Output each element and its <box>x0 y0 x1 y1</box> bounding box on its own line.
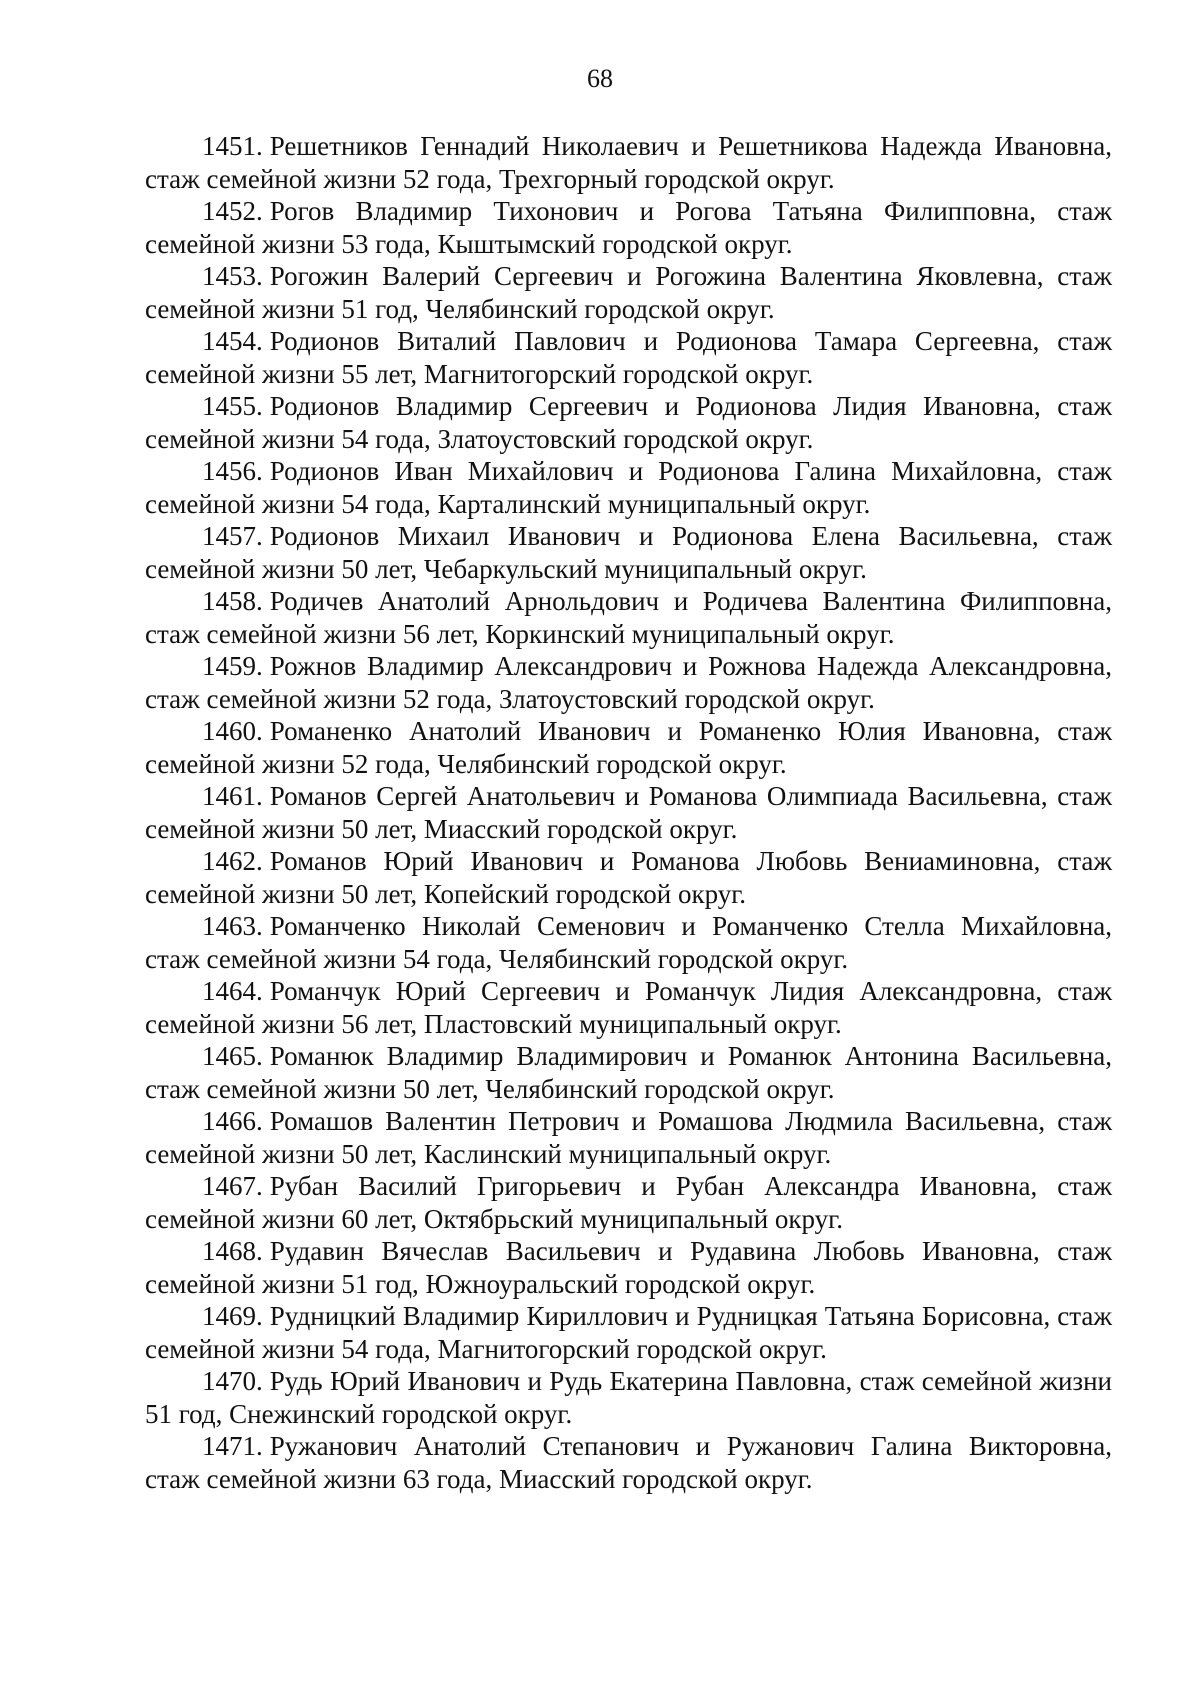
entry-number: 1458. <box>202 586 263 616</box>
entry-text: Рожнов Владимир Александрович и Рожнова Надежда Александровна, стаж семейной жизни 52 года, Златоустовский городской округ. <box>145 651 1112 714</box>
list-item <box>145 845 1112 910</box>
entry-text: Рудавин Вячеслав Васильевич и Рудавина Любовь Ивановна, стаж семейной жизни 51 год, Южноуральский городской округ. <box>145 1236 1112 1299</box>
list-item <box>145 390 1112 455</box>
entry-number: 1470. <box>202 1366 263 1396</box>
page-number: 68 <box>587 64 613 93</box>
entry-text: Родионов Михаил Иванович и Родионова Елена Васильевна, стаж семейной жизни 50 лет, Чебаркульский муниципальный округ. <box>145 521 1112 584</box>
entry-number: 1465. <box>202 1041 263 1071</box>
list-item <box>145 780 1112 845</box>
entry-text: Родионов Владимир Сергеевич и Родионова Лидия Ивановна, стаж семейной жизни 54 года, Златоустовский городской округ. <box>145 391 1112 454</box>
list-item <box>145 520 1112 585</box>
entry-text: Рубан Василий Григорьевич и Рубан Александра Ивановна, стаж семейной жизни 60 лет, Октябрьский муниципальный округ. <box>145 1171 1112 1234</box>
entry-text: Романенко Анатолий Иванович и Романенко Юлия Ивановна, стаж семейной жизни 52 года, Челябинский городской округ. <box>145 716 1112 779</box>
list-item <box>145 130 1112 195</box>
list-item <box>145 715 1112 780</box>
list-item <box>145 455 1112 520</box>
entry-number: 1468. <box>202 1236 263 1266</box>
entry-text: Романов Сергей Анатольевич и Романова Олимпиада Васильевна, стаж семейной жизни 50 лет, Миасский городской округ. <box>145 781 1112 844</box>
list-item <box>145 1365 1112 1430</box>
list-item <box>145 195 1112 260</box>
entry-text: Ромашов Валентин Петрович и Ромашова Людмила Васильевна, стаж семейной жизни 50 лет, Каслинский муниципальный округ. <box>145 1106 1112 1169</box>
entry-text: Родичев Анатолий Арнольдович и Родичева Валентина Филипповна, стаж семейной жизни 56 лет, Коркинский муниципальный округ. <box>145 586 1112 649</box>
entry-number: 1456. <box>202 456 263 486</box>
entry-number: 1457. <box>202 521 263 551</box>
entry-number: 1461. <box>202 781 263 811</box>
list-item <box>145 1235 1112 1300</box>
entry-number: 1463. <box>202 911 263 941</box>
list-item <box>145 260 1112 325</box>
entry-number: 1467. <box>202 1171 263 1201</box>
entry-number: 1453. <box>202 261 263 291</box>
entry-text: Родионов Виталий Павлович и Родионова Тамара Сергеевна, стаж семейной жизни 55 лет, Магнитогорский городской округ. <box>145 326 1112 389</box>
entry-text: Ружанович Анатолий Степанович и Ружанович Галина Викторовна, стаж семейной жизни 63 года, Миасский городской округ. <box>145 1431 1112 1494</box>
list-item <box>145 1300 1112 1365</box>
entry-text: Романов Юрий Иванович и Романова Любовь Вениаминовна, стаж семейной жизни 50 лет, Копейский городской округ. <box>145 846 1112 909</box>
entry-text: Рогожин Валерий Сергеевич и Рогожина Валентина Яковлевна, стаж семейной жизни 51 год, Челябинский городской округ. <box>145 261 1112 324</box>
list-item <box>145 325 1112 390</box>
list-item <box>145 1430 1112 1495</box>
entry-number: 1462. <box>202 846 263 876</box>
list-item <box>145 585 1112 650</box>
entry-text: Рогов Владимир Тихонович и Рогова Татьяна Филипповна, стаж семейной жизни 53 года, Кыштымский городской округ. <box>145 196 1112 259</box>
entry-text: Романюк Владимир Владимирович и Романюк Антонина Васильевна, стаж семейной жизни 50 лет, Челябинский городской округ. <box>145 1041 1112 1104</box>
entry-number: 1471. <box>202 1431 263 1461</box>
list-item <box>145 1105 1112 1170</box>
entry-number: 1451. <box>202 131 263 161</box>
entry-number: 1464. <box>202 976 263 1006</box>
entry-number: 1452. <box>202 196 263 226</box>
list-item <box>145 910 1112 975</box>
entry-number: 1459. <box>202 651 263 681</box>
list-item <box>145 1040 1112 1105</box>
list-item <box>145 650 1112 715</box>
entry-text: Романчук Юрий Сергеевич и Романчук Лидия Александровна, стаж семейной жизни 56 лет, Пластовский муниципальный округ. <box>145 976 1112 1039</box>
entry-number: 1455. <box>202 391 263 421</box>
list-item <box>145 1170 1112 1235</box>
entry-number: 1469. <box>202 1301 263 1331</box>
entry-list <box>145 130 1112 1495</box>
list-item <box>145 975 1112 1040</box>
entry-text: Решетников Геннадий Николаевич и Решетникова Надежда Ивановна, стаж семейной жизни 52 года, Трехгорный городской округ. <box>145 131 1112 194</box>
entry-number: 1466. <box>202 1106 263 1136</box>
entry-number: 1454. <box>202 326 263 356</box>
entry-text: Рудницкий Владимир Кириллович и Рудницкая Татьяна Борисовна, стаж семейной жизни 54 года, Магнитогорский городской округ. <box>145 1301 1112 1364</box>
entry-text: Рудь Юрий Иванович и Рудь Екатерина Павловна, стаж семейной жизни 51 год, Снежинский городской округ. <box>145 1366 1112 1429</box>
entry-number: 1460. <box>202 716 263 746</box>
entry-text: Романченко Николай Семенович и Романченко Стелла Михайловна, стаж семейной жизни 54 года, Челябинский городской округ. <box>145 911 1112 974</box>
entry-text: Родионов Иван Михайлович и Родионова Галина Михайловна, стаж семейной жизни 54 года, Карталинский муниципальный округ. <box>145 456 1112 519</box>
